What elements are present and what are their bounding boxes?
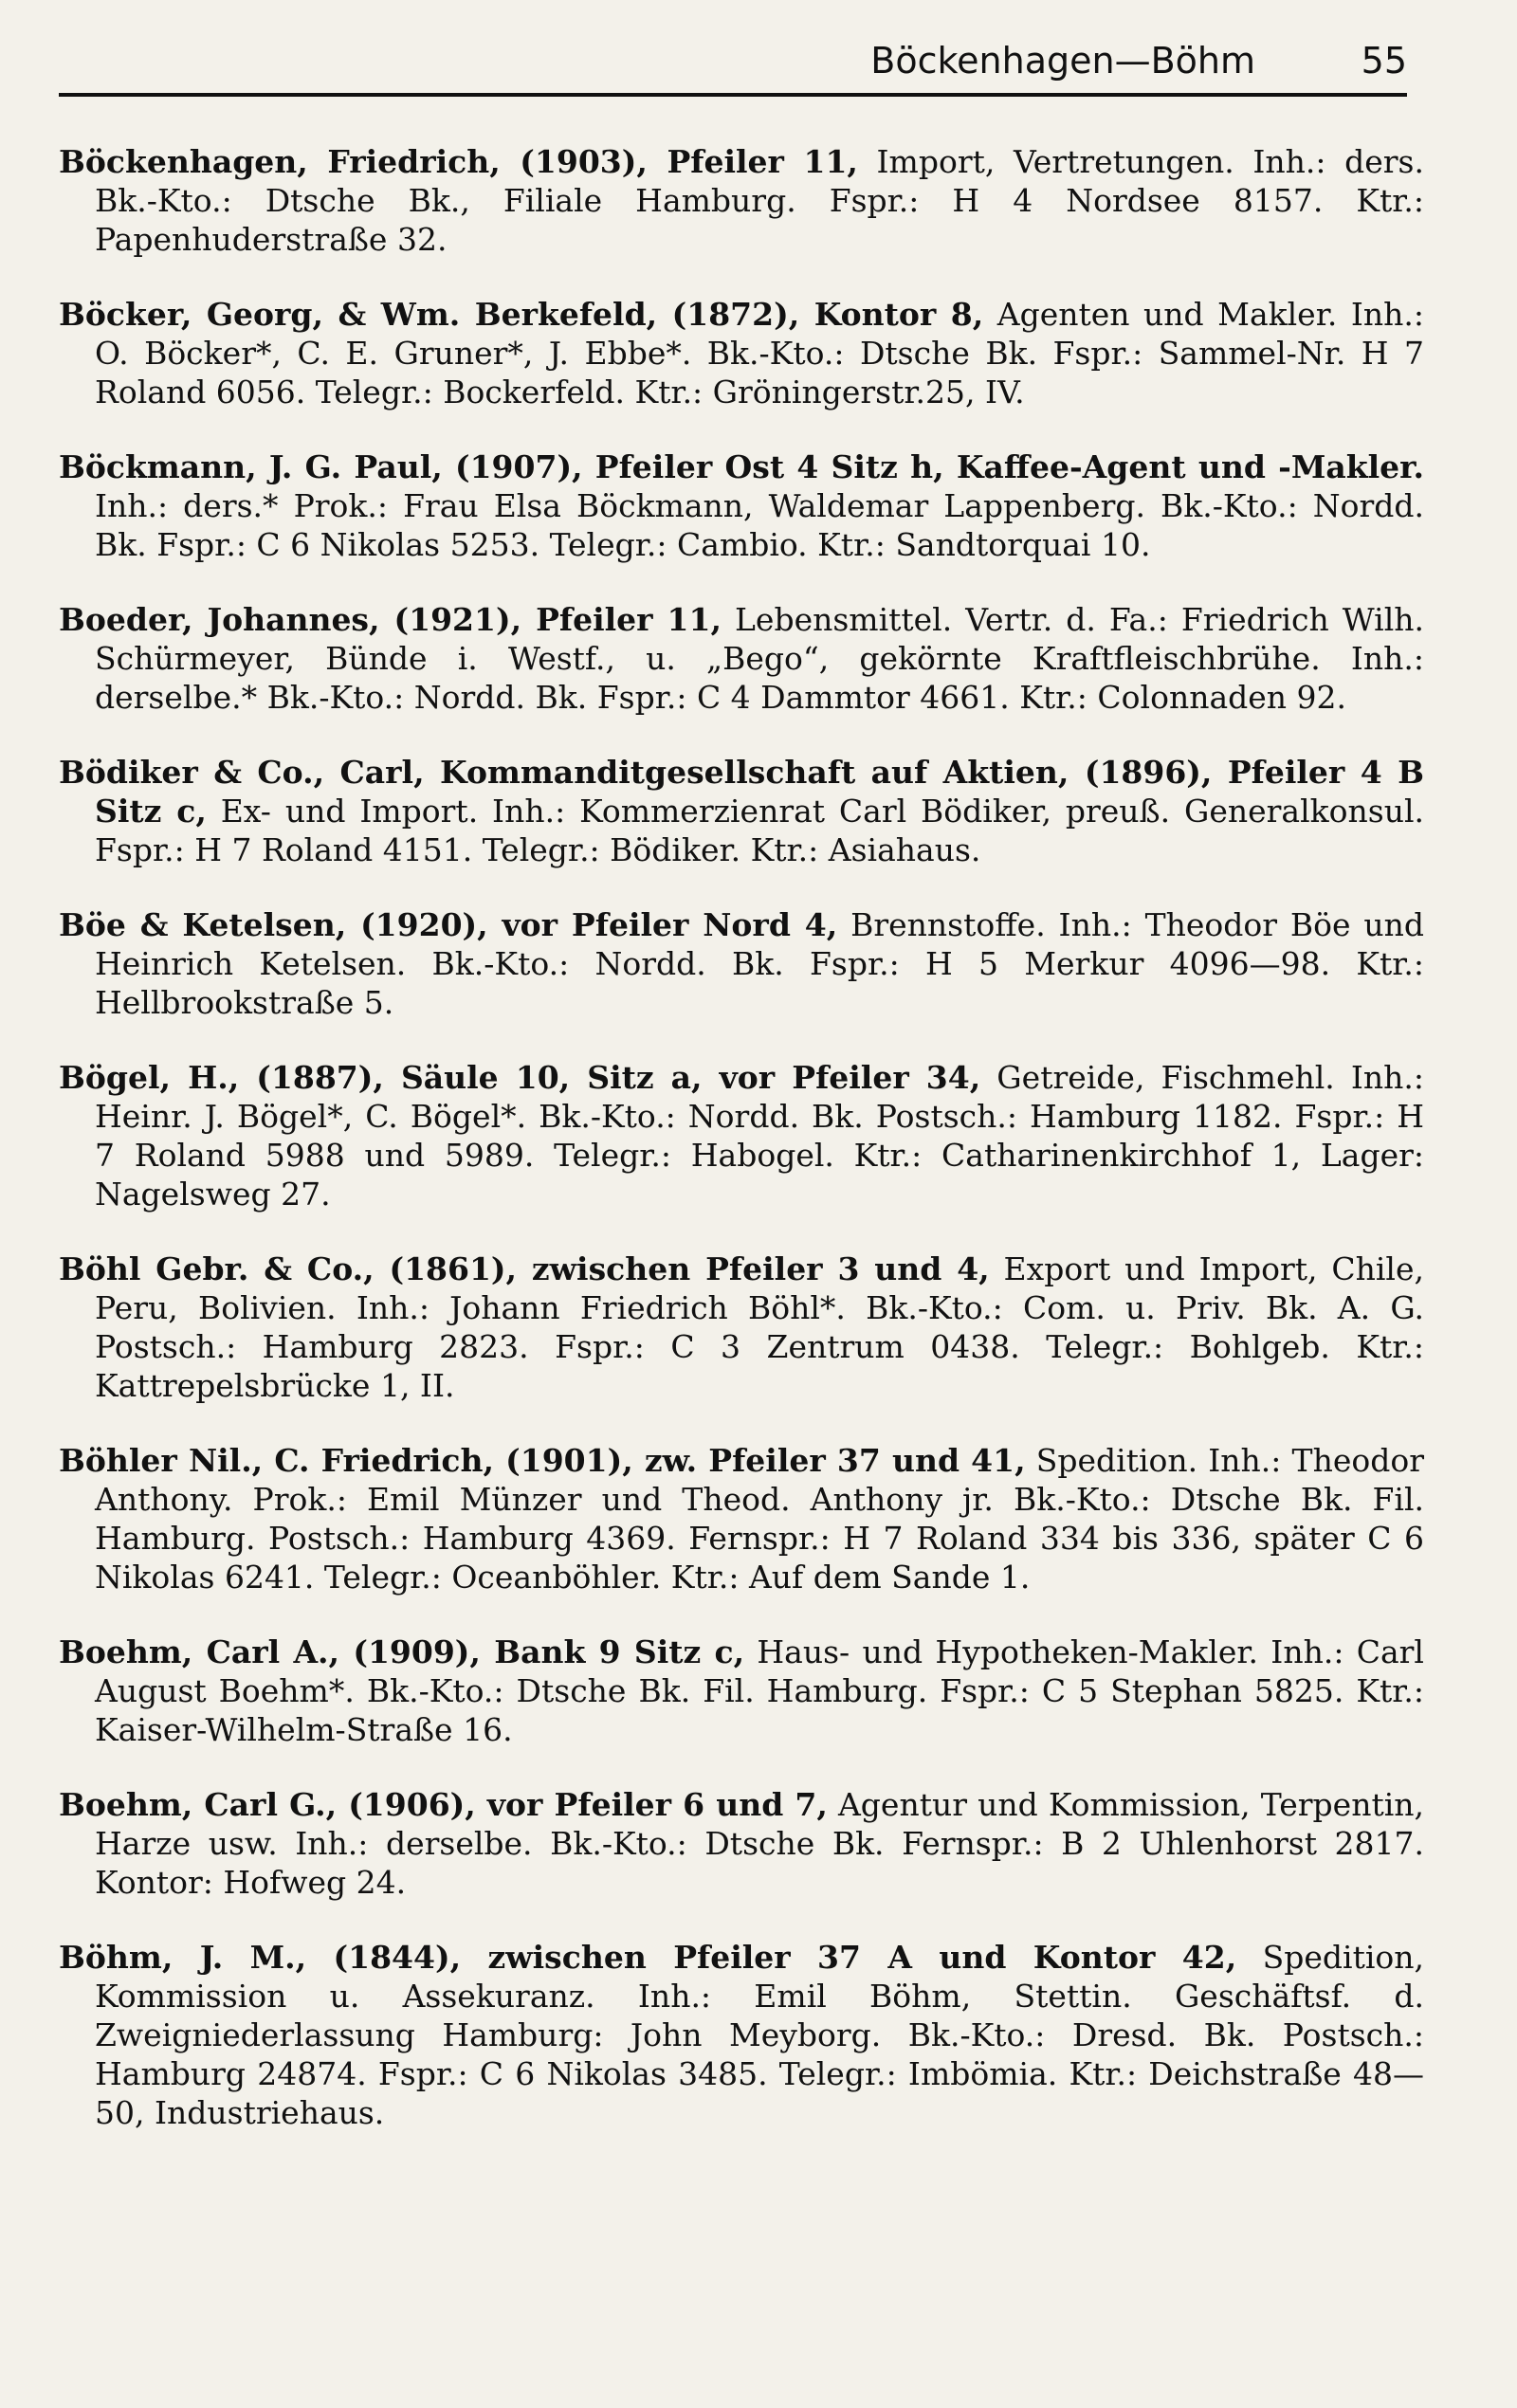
entry-firm: Böhler Nil., C. Friedrich, (1901), zw. Pfeiler 37 und 41,	[59, 1442, 1026, 1479]
entry-details: Brennstoffe. Inh.: Theodor Böe und Heinrich Ketelsen. Bk.-Kto.: Nordd. Bk. Fspr.: H 5 Merkur 4096—98. Ktr.: Hellbrookstraße 5.	[95, 906, 1425, 1021]
page-number: 55	[1361, 40, 1407, 82]
directory-entry	[59, 600, 1424, 717]
directory-entry	[59, 905, 1424, 1022]
entry-firm: Boeder, Johannes, (1921), Pfeiler 11,	[59, 601, 722, 638]
entry-details: Agentur und Kommission, Terpentin, Harze usw. Inh.: derselbe. Bk.-Kto.: Dtsche Bk. Fernspr.: B 2 Uhlenhorst 2817. Kontor: Hofweg 24.	[95, 1786, 1425, 1901]
entry-firm: Böhl Gebr. & Co., (1861), zwischen Pfeiler 3 und 4,	[59, 1250, 990, 1287]
directory-entry	[59, 1441, 1424, 1596]
entry-firm: Bödiker & Co., Carl, Kommanditgesellschaft auf Aktien, (1896), Pfeiler 4 B Sitz c,	[59, 754, 1424, 830]
header-rule	[59, 93, 1407, 97]
directory-entry	[59, 1058, 1424, 1213]
entry-firm: Boehm, Carl A., (1909), Bank 9 Sitz c,	[59, 1633, 745, 1670]
entry-firm: Böe & Ketelsen, (1920), vor Pfeiler Nord 4,	[59, 906, 838, 943]
entry-details: Haus- und Hypotheken-Makler. Inh.: Carl August Boehm*. Bk.-Kto.: Dtsche Bk. Fil. Hamburg. Fspr.: C 5 Stephan 5825. Ktr.: Kaiser-Wilhelm-Straße 16.	[95, 1633, 1424, 1748]
entry-firm: Boehm, Carl G., (1906), vor Pfeiler 6 und 7,	[59, 1786, 828, 1823]
directory-entry	[59, 295, 1424, 411]
entry-details: Spedition, Kommission u. Assekuranz. Inh.: Emil Böhm, Stettin. Geschäftsf. d. Zweigniederlassung Hamburg: John Meyborg. Bk.-Kto.: Dresd. Bk. Postsch.: Hamburg 24874. Fspr.: C 6 Nikolas 3485. Telegr.: Imbömia. Ktr.: Deichstraße 48—50, Industriehaus.	[95, 1939, 1424, 2131]
entry-details: Import, Vertretungen. Inh.: ders. Bk.-Kto.: Dtsche Bk., Filiale Hamburg. Fspr.: H 4 Nordsee 8157. Ktr.: Papenhuderstraße 32.	[95, 143, 1424, 258]
entry-details: Ex- und Import. Inh.: Kommerzienrat Carl Bödiker, preuß. Generalkonsul. Fspr.: H 7 Roland 4151. Telegr.: Bödiker. Ktr.: Asiahaus.	[95, 793, 1424, 868]
directory-entry	[59, 1785, 1424, 1902]
directory-entry	[59, 1938, 1424, 2132]
entry-firm: Böckenhagen, Friedrich, (1903), Pfeiler 11,	[59, 143, 858, 180]
entry-details: Lebensmittel. Vertr. d. Fa.: Friedrich Wilh. Schürmeyer, Bünde i. Westf., u. „Bego“, gekörnte Kraftfleischbrühe. Inh.: derselbe.* Bk.-Kto.: Nordd. Bk. Fspr.: C 4 Dammtor 4661. Ktr.: Colonnaden 92.	[95, 601, 1424, 716]
entry-details: Inh.: ders.* Prok.: Frau Elsa Böckmann, Waldemar Lappenberg. Bk.-Kto.: Nordd. Bk. Fspr.: C 6 Nikolas 5253. Telegr.: Cambio. Ktr.: Sandtorquai 10.	[95, 487, 1424, 563]
directory-entry	[59, 1633, 1424, 1749]
entry-details: Getreide, Fischmehl. Inh.: Heinr. J. Bögel*, C. Bögel*. Bk.-Kto.: Nordd. Bk. Postsch.: Hamburg 1182. Fspr.: H 7 Roland 5988 und 5989. Telegr.: Habogel. Ktr.: Catharinenkirchhof 1, Lager: Nagelsweg 27.	[95, 1059, 1424, 1213]
entry-details: Spedition. Inh.: Theodor Anthony. Prok.: Emil Münzer und Theod. Anthony jr. Bk.-Kto.: Dtsche Bk. Fil. Hamburg. Postsch.: Hamburg 4369. Fernspr.: H 7 Roland 334 bis 336, später C 6 Nikolas 6241. Telegr.: Oceanböhler. Ktr.: Auf dem Sande 1.	[95, 1442, 1424, 1596]
running-head	[59, 32, 1407, 89]
directory-entry	[59, 753, 1424, 869]
directory-entry	[59, 142, 1424, 259]
entry-firm: Böhm, J. M., (1844), zwischen Pfeiler 37 A und Kontor 42,	[59, 1939, 1237, 1976]
directory-entry	[59, 447, 1424, 564]
entry-details: Agenten und Makler. Inh.: O. Böcker*, C. E. Gruner*, J. Ebbe*. Bk.-Kto.: Dtsche Bk. Fspr.: Sammel-Nr. H 7 Roland 6056. Telegr.: Bockerfeld. Ktr.: Gröningerstr.25, IV.	[95, 296, 1424, 410]
entry-details: Export und Import, Chile, Peru, Bolivien. Inh.: Johann Friedrich Böhl*. Bk.-Kto.: Com. u. Priv. Bk. A. G. Postsch.: Hamburg 2823. Fspr.: C 3 Zentrum 0438. Telegr.: Bohlgeb. Ktr.: Kattrepelsbrücke 1, II.	[95, 1250, 1424, 1404]
directory-entry	[59, 1250, 1424, 1405]
entry-firm: Böcker, Georg, & Wm. Berkefeld, (1872), Kontor 8,	[59, 296, 984, 333]
running-title: Böckenhagen—Böhm	[870, 40, 1255, 82]
entry-firm: Bögel, H., (1887), Säule 10, Sitz a, vor Pfeiler 34,	[59, 1059, 981, 1096]
entries-list	[59, 142, 1424, 2168]
entry-firm: Böckmann, J. G. Paul, (1907), Pfeiler Ost 4 Sitz h, Kaffee-Agent und -Makler.	[59, 448, 1424, 485]
